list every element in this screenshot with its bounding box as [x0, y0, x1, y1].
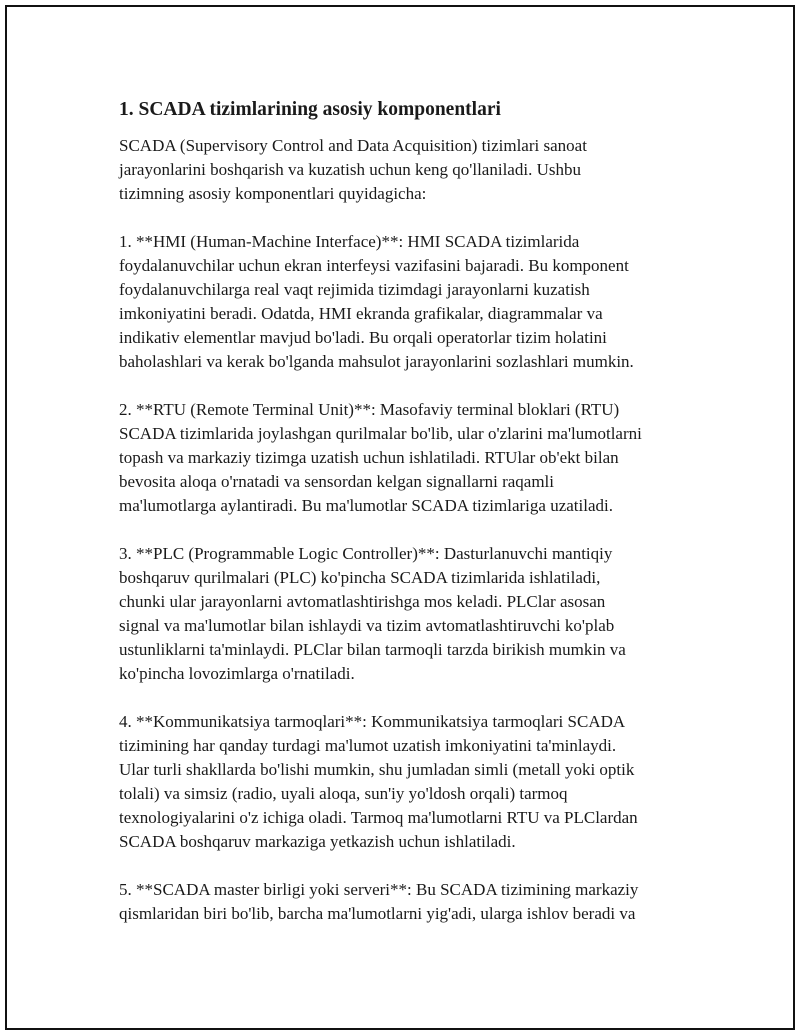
text-line: tizimining har qanday turdagi ma'lumot uzatish imkoniyatini ta'minlaydi.	[119, 736, 617, 755]
text-line: 5. **SCADA master birligi yoki serveri**: Bu SCADA tizimining markaziy	[119, 880, 639, 899]
text-line: 1. **HMI (Human-Machine Interface)**: HMI SCADA tizimlarida	[119, 232, 580, 251]
text-line: texnologiyalarini o'z ichiga oladi. Tarmoq ma'lumotlarni RTU va PLClardan	[119, 808, 638, 827]
hmi-paragraph	[119, 230, 699, 374]
text-line: foydalanuvchilar uchun ekran interfeysi vazifasini bajaradi. Bu komponent	[119, 256, 629, 275]
text-line: indikativ elementlar mavjud bo'ladi. Bu orqali operatorlar tizim holatini	[119, 328, 607, 347]
text-line: boshqaruv qurilmalari (PLC) ko'pincha SCADA tizimlarida ishlatiladi,	[119, 568, 601, 587]
text-line: SCADA tizimlarida joylashgan qurilmalar bo'lib, ular o'zlarini ma'lumotlarni	[119, 424, 642, 443]
text-line: ma'lumotlarga aylantiradi. Bu ma'lumotlar SCADA tizimlariga uzatiladi.	[119, 496, 613, 515]
text-line: Ular turli shakllarda bo'lishi mumkin, shu jumladan simli (metall yoki optik	[119, 760, 635, 779]
document-page	[5, 5, 795, 1030]
plc-paragraph	[119, 542, 699, 686]
text-line: signal va ma'lumotlar bilan ishlaydi va tizim avtomatlashtiruvchi ko'plab	[119, 616, 615, 635]
text-line: 3. **PLC (Programmable Logic Controller)**: Dasturlanuvchi mantiqiy	[119, 544, 613, 563]
text-line: topash va markaziy tizimga uzatish uchun ishlatiladi. RTUlar ob'ekt bilan	[119, 448, 619, 467]
text-line: imkoniyatini beradi. Odatda, HMI ekranda grafikalar, diagrammalar va	[119, 304, 603, 323]
section-title: 1. SCADA tizimlarining asosiy komponentlari	[119, 99, 501, 120]
text-line: ko'pincha lovozimlarga o'rnatiladi.	[119, 664, 355, 683]
master-server-paragraph	[119, 878, 699, 926]
text-line: qismlaridan biri bo'lib, barcha ma'lumotlarni yig'adi, ularga ishlov beradi va	[119, 904, 636, 923]
text-line: baholashlari va kerak bo'lganda mahsulot jarayonlarini sozlashlari mumkin.	[119, 352, 634, 371]
rtu-paragraph	[119, 398, 699, 518]
text-line: 2. **RTU (Remote Terminal Unit)**: Masofaviy terminal bloklari (RTU)	[119, 400, 620, 419]
text-line: jarayonlarini boshqarish va kuzatish uchun keng qo'llaniladi. Ushbu	[119, 160, 581, 179]
text-line: tizimning asosiy komponentlari quyidagicha:	[119, 184, 427, 203]
text-line: foydalanuvchilarga real vaqt rejimida tizimdagi jarayonlarni kuzatish	[119, 280, 590, 299]
text-line: ustunliklarni ta'minlaydi. PLClar bilan tarmoqli tarzda birikish mumkin va	[119, 640, 626, 659]
intro-paragraph	[119, 134, 699, 206]
text-line: chunki ular jarayonlarni avtomatlashtirishga mos keladi. PLClar asosan	[119, 592, 606, 611]
network-paragraph	[119, 710, 699, 854]
text-line: 4. **Kommunikatsiya tarmoqlari**: Kommunikatsiya tarmoqlari SCADA	[119, 712, 626, 731]
text-line: tolali) va simsiz (radio, uyali aloqa, sun'iy yo'ldosh orqali) tarmoq	[119, 784, 568, 803]
text-line: SCADA boshqaruv markaziga yetkazish uchun ishlatiladi.	[119, 832, 516, 851]
text-line: SCADA (Supervisory Control and Data Acquisition) tizimlari sanoat	[119, 136, 587, 155]
document-content	[119, 97, 699, 950]
text-line: bevosita aloqa o'rnatadi va sensordan kelgan signallarni raqamli	[119, 472, 555, 491]
